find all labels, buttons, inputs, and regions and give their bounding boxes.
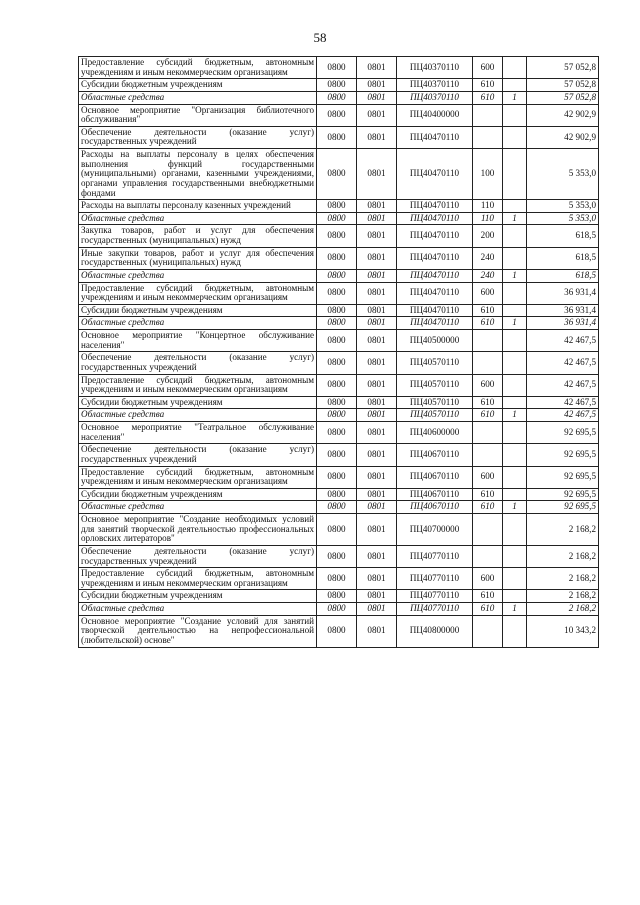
row-amount-cell: 618,5 (527, 269, 599, 282)
row-subsection-cell: 0801 (357, 317, 397, 330)
row-section-cell: 0800 (317, 568, 357, 590)
table-row (79, 444, 599, 466)
row-subsection-cell: 0801 (357, 615, 397, 647)
row-subsection-cell: 0801 (357, 396, 397, 409)
row-target-article-cell: ПЦ40670110 (397, 444, 473, 466)
row-amount-cell: 92 695,5 (527, 422, 599, 444)
row-expense-type-cell (473, 444, 503, 466)
row-name-cell: Закупка товаров, работ и услуг для обеспечения государственных (муниципальных) нужд (79, 225, 317, 247)
row-expense-type-cell (473, 615, 503, 647)
row-target-article-cell: ПЦ40470110 (397, 282, 473, 304)
row-amount-cell: 42 467,5 (527, 352, 599, 374)
row-section-cell: 0800 (317, 200, 357, 213)
row-amount-cell: 2 168,2 (527, 545, 599, 567)
row-section-cell: 0800 (317, 330, 357, 352)
row-subsection-cell: 0801 (357, 104, 397, 126)
row-amount-cell: 42 467,5 (527, 396, 599, 409)
row-target-article-cell: ПЦ40570110 (397, 409, 473, 422)
table-row (79, 488, 599, 501)
table-row (79, 590, 599, 603)
row-subsection-cell: 0801 (357, 330, 397, 352)
row-subsection-cell: 0801 (357, 57, 397, 79)
row-expense-type-cell: 610 (473, 488, 503, 501)
row-subsection-cell: 0801 (357, 466, 397, 488)
row-name-cell: Расходы на выплаты персоналу казенных учреждений (79, 200, 317, 213)
row-subsection-cell: 0801 (357, 225, 397, 247)
row-funding-source-cell (503, 104, 527, 126)
row-subsection-cell: 0801 (357, 409, 397, 422)
row-funding-source-cell (503, 422, 527, 444)
row-target-article-cell: ПЦ40800000 (397, 615, 473, 647)
table-row (79, 149, 599, 200)
row-amount-cell: 57 052,8 (527, 57, 599, 79)
table-row (79, 330, 599, 352)
row-name-cell: Субсидии бюджетным учреждениям (79, 304, 317, 317)
row-amount-cell: 92 695,5 (527, 466, 599, 488)
row-expense-type-cell (473, 352, 503, 374)
row-target-article-cell: ПЦ40470110 (397, 247, 473, 269)
table-row (79, 57, 599, 79)
row-section-cell: 0800 (317, 422, 357, 444)
row-name-cell: Обеспечение деятельности (оказание услуг) государственных учреждений (79, 444, 317, 466)
budget-table (78, 56, 599, 648)
row-expense-type-cell: 600 (473, 568, 503, 590)
row-funding-source-cell (503, 444, 527, 466)
row-name-cell: Областные средства (79, 317, 317, 330)
row-funding-source-cell: 1 (503, 317, 527, 330)
row-amount-cell: 2 168,2 (527, 514, 599, 546)
row-section-cell: 0800 (317, 545, 357, 567)
row-subsection-cell: 0801 (357, 374, 397, 396)
row-section-cell: 0800 (317, 269, 357, 282)
row-section-cell: 0800 (317, 514, 357, 546)
table-row (79, 225, 599, 247)
table-row (79, 269, 599, 282)
row-name-cell: Областные средства (79, 603, 317, 616)
row-target-article-cell: ПЦ40470110 (397, 126, 473, 148)
row-subsection-cell: 0801 (357, 545, 397, 567)
row-amount-cell: 2 168,2 (527, 603, 599, 616)
row-funding-source-cell: 1 (503, 603, 527, 616)
table-row (79, 104, 599, 126)
row-section-cell: 0800 (317, 212, 357, 225)
row-funding-source-cell (503, 352, 527, 374)
row-amount-cell: 5 353,0 (527, 212, 599, 225)
row-expense-type-cell: 610 (473, 603, 503, 616)
row-section-cell: 0800 (317, 466, 357, 488)
row-expense-type-cell: 600 (473, 282, 503, 304)
row-funding-source-cell (503, 149, 527, 200)
row-expense-type-cell: 610 (473, 79, 503, 92)
row-name-cell: Областные средства (79, 501, 317, 514)
row-funding-source-cell (503, 79, 527, 92)
table-row (79, 545, 599, 567)
row-name-cell: Расходы на выплаты персоналу в целях обеспечения выполнения функций государственными (муниципальными) органами, казенными учреждениями, органами управления государственными внебюджетными фондами (79, 149, 317, 200)
row-subsection-cell: 0801 (357, 304, 397, 317)
table-row (79, 352, 599, 374)
row-funding-source-cell (503, 126, 527, 148)
row-section-cell: 0800 (317, 409, 357, 422)
row-subsection-cell: 0801 (357, 269, 397, 282)
row-subsection-cell: 0801 (357, 488, 397, 501)
row-target-article-cell: ПЦ40600000 (397, 422, 473, 444)
row-amount-cell: 618,5 (527, 225, 599, 247)
row-funding-source-cell (503, 282, 527, 304)
row-section-cell: 0800 (317, 126, 357, 148)
row-section-cell: 0800 (317, 149, 357, 200)
row-target-article-cell: ПЦ40670110 (397, 466, 473, 488)
row-name-cell: Обеспечение деятельности (оказание услуг) государственных учреждений (79, 352, 317, 374)
table-row (79, 409, 599, 422)
row-name-cell: Субсидии бюджетным учреждениям (79, 488, 317, 501)
row-target-article-cell: ПЦ40470110 (397, 149, 473, 200)
table-row (79, 247, 599, 269)
row-expense-type-cell (473, 104, 503, 126)
row-amount-cell: 5 353,0 (527, 149, 599, 200)
row-section-cell: 0800 (317, 57, 357, 79)
row-expense-type-cell (473, 514, 503, 546)
row-funding-source-cell: 1 (503, 269, 527, 282)
row-section-cell: 0800 (317, 590, 357, 603)
row-expense-type-cell: 610 (473, 91, 503, 104)
table-row (79, 79, 599, 92)
row-target-article-cell: ПЦ40770110 (397, 590, 473, 603)
row-target-article-cell: ПЦ40500000 (397, 330, 473, 352)
row-expense-type-cell: 610 (473, 304, 503, 317)
row-amount-cell: 42 467,5 (527, 409, 599, 422)
row-section-cell: 0800 (317, 304, 357, 317)
row-subsection-cell: 0801 (357, 149, 397, 200)
row-funding-source-cell (503, 304, 527, 317)
row-name-cell: Обеспечение деятельности (оказание услуг) государственных учреждений (79, 126, 317, 148)
row-target-article-cell: ПЦ40470110 (397, 269, 473, 282)
row-amount-cell: 42 902,9 (527, 126, 599, 148)
row-section-cell: 0800 (317, 501, 357, 514)
row-name-cell: Основное мероприятие "Создание необходимых условий для занятий творческой деятельностью профессиональных орловских литераторов" (79, 514, 317, 546)
row-target-article-cell: ПЦ40570110 (397, 374, 473, 396)
row-funding-source-cell (503, 545, 527, 567)
row-subsection-cell: 0801 (357, 79, 397, 92)
table-row (79, 200, 599, 213)
row-section-cell: 0800 (317, 79, 357, 92)
row-amount-cell: 36 931,4 (527, 282, 599, 304)
row-expense-type-cell (473, 330, 503, 352)
row-funding-source-cell (503, 200, 527, 213)
row-funding-source-cell (503, 590, 527, 603)
row-target-article-cell: ПЦ40400000 (397, 104, 473, 126)
row-subsection-cell: 0801 (357, 501, 397, 514)
row-subsection-cell: 0801 (357, 247, 397, 269)
row-subsection-cell: 0801 (357, 200, 397, 213)
row-expense-type-cell: 600 (473, 466, 503, 488)
row-amount-cell: 10 343,2 (527, 615, 599, 647)
row-section-cell: 0800 (317, 603, 357, 616)
row-target-article-cell: ПЦ40470110 (397, 304, 473, 317)
row-amount-cell: 2 168,2 (527, 568, 599, 590)
row-name-cell: Областные средства (79, 212, 317, 225)
row-subsection-cell: 0801 (357, 514, 397, 546)
table-row (79, 126, 599, 148)
row-section-cell: 0800 (317, 317, 357, 330)
row-subsection-cell: 0801 (357, 91, 397, 104)
row-name-cell: Основное мероприятие "Концертное обслуживание населения" (79, 330, 317, 352)
row-name-cell: Основное мероприятие "Организация библиотечного обслуживания" (79, 104, 317, 126)
row-amount-cell: 5 353,0 (527, 200, 599, 213)
row-name-cell: Областные средства (79, 269, 317, 282)
row-section-cell: 0800 (317, 352, 357, 374)
row-expense-type-cell: 240 (473, 247, 503, 269)
row-section-cell: 0800 (317, 282, 357, 304)
row-section-cell: 0800 (317, 488, 357, 501)
row-expense-type-cell: 110 (473, 212, 503, 225)
row-section-cell: 0800 (317, 247, 357, 269)
row-target-article-cell: ПЦ40770110 (397, 568, 473, 590)
row-expense-type-cell: 610 (473, 317, 503, 330)
row-target-article-cell: ПЦ40570110 (397, 396, 473, 409)
row-funding-source-cell (503, 330, 527, 352)
row-funding-source-cell (503, 225, 527, 247)
table-row (79, 615, 599, 647)
row-funding-source-cell (503, 396, 527, 409)
row-section-cell: 0800 (317, 396, 357, 409)
row-funding-source-cell: 1 (503, 409, 527, 422)
row-expense-type-cell: 240 (473, 269, 503, 282)
row-amount-cell: 42 467,5 (527, 330, 599, 352)
row-name-cell: Основное мероприятие "Театральное обслуживание населения" (79, 422, 317, 444)
row-amount-cell: 36 931,4 (527, 317, 599, 330)
row-expense-type-cell: 610 (473, 396, 503, 409)
row-funding-source-cell (503, 615, 527, 647)
row-target-article-cell: ПЦ40770110 (397, 545, 473, 567)
row-funding-source-cell (503, 514, 527, 546)
table-row (79, 603, 599, 616)
row-expense-type-cell: 600 (473, 374, 503, 396)
row-amount-cell: 57 052,8 (527, 79, 599, 92)
row-target-article-cell: ПЦ40470110 (397, 212, 473, 225)
table-row (79, 317, 599, 330)
row-funding-source-cell (503, 488, 527, 501)
row-amount-cell: 36 931,4 (527, 304, 599, 317)
row-subsection-cell: 0801 (357, 590, 397, 603)
row-section-cell: 0800 (317, 225, 357, 247)
row-expense-type-cell (473, 126, 503, 148)
row-target-article-cell: ПЦ40370110 (397, 91, 473, 104)
row-funding-source-cell (503, 247, 527, 269)
row-amount-cell: 92 695,5 (527, 501, 599, 514)
row-name-cell: Предоставление субсидий бюджетным, автономным учреждениям и иным некоммерческим организациям (79, 282, 317, 304)
row-subsection-cell: 0801 (357, 282, 397, 304)
row-target-article-cell: ПЦ40370110 (397, 79, 473, 92)
row-funding-source-cell (503, 57, 527, 79)
row-funding-source-cell (503, 568, 527, 590)
row-name-cell: Субсидии бюджетным учреждениям (79, 79, 317, 92)
row-funding-source-cell (503, 374, 527, 396)
row-target-article-cell: ПЦ40470110 (397, 200, 473, 213)
row-section-cell: 0800 (317, 615, 357, 647)
row-funding-source-cell (503, 466, 527, 488)
row-expense-type-cell: 610 (473, 590, 503, 603)
row-subsection-cell: 0801 (357, 568, 397, 590)
row-name-cell: Предоставление субсидий бюджетным, автономным учреждениям и иным некоммерческим организациям (79, 568, 317, 590)
table-row (79, 568, 599, 590)
row-name-cell: Областные средства (79, 409, 317, 422)
row-name-cell: Субсидии бюджетным учреждениям (79, 590, 317, 603)
row-target-article-cell: ПЦ40470110 (397, 317, 473, 330)
row-amount-cell: 618,5 (527, 247, 599, 269)
row-subsection-cell: 0801 (357, 352, 397, 374)
table-row (79, 501, 599, 514)
row-amount-cell: 2 168,2 (527, 590, 599, 603)
row-name-cell: Основное мероприятие "Создание условий для занятий творческой деятельностью на непрофессиональной (любительской) основе" (79, 615, 317, 647)
row-expense-type-cell: 110 (473, 200, 503, 213)
row-subsection-cell: 0801 (357, 212, 397, 225)
row-expense-type-cell: 200 (473, 225, 503, 247)
table-row (79, 422, 599, 444)
row-target-article-cell: ПЦ40370110 (397, 57, 473, 79)
budget-table-body (79, 57, 599, 648)
row-subsection-cell: 0801 (357, 422, 397, 444)
row-amount-cell: 57 052,8 (527, 91, 599, 104)
row-target-article-cell: ПЦ40700000 (397, 514, 473, 546)
row-target-article-cell: ПЦ40770110 (397, 603, 473, 616)
row-target-article-cell: ПЦ40670110 (397, 501, 473, 514)
page-number: 58 (313, 30, 327, 45)
row-subsection-cell: 0801 (357, 444, 397, 466)
row-amount-cell: 92 695,5 (527, 444, 599, 466)
row-expense-type-cell: 610 (473, 501, 503, 514)
row-amount-cell: 42 467,5 (527, 374, 599, 396)
table-row (79, 396, 599, 409)
row-name-cell: Предоставление субсидий бюджетным, автономным учреждениям и иным некоммерческим организациям (79, 466, 317, 488)
table-row (79, 374, 599, 396)
row-section-cell: 0800 (317, 104, 357, 126)
row-name-cell: Иные закупки товаров, работ и услуг для обеспечения государственных (муниципальных) нужд (79, 247, 317, 269)
row-subsection-cell: 0801 (357, 603, 397, 616)
table-row (79, 91, 599, 104)
row-expense-type-cell (473, 545, 503, 567)
table-row (79, 466, 599, 488)
row-target-article-cell: ПЦ40670110 (397, 488, 473, 501)
row-subsection-cell: 0801 (357, 126, 397, 148)
row-name-cell: Предоставление субсидий бюджетным, автономным учреждениям и иным некоммерческим организациям (79, 374, 317, 396)
row-name-cell: Предоставление субсидий бюджетным, автономным учреждениям и иным некоммерческим организациям (79, 57, 317, 79)
row-section-cell: 0800 (317, 91, 357, 104)
row-expense-type-cell: 600 (473, 57, 503, 79)
row-target-article-cell: ПЦ40570110 (397, 352, 473, 374)
row-amount-cell: 42 902,9 (527, 104, 599, 126)
row-funding-source-cell: 1 (503, 91, 527, 104)
row-name-cell: Обеспечение деятельности (оказание услуг) государственных учреждений (79, 545, 317, 567)
row-name-cell: Областные средства (79, 91, 317, 104)
row-expense-type-cell: 100 (473, 149, 503, 200)
row-funding-source-cell: 1 (503, 501, 527, 514)
row-expense-type-cell (473, 422, 503, 444)
row-section-cell: 0800 (317, 374, 357, 396)
row-funding-source-cell: 1 (503, 212, 527, 225)
row-section-cell: 0800 (317, 444, 357, 466)
row-expense-type-cell: 610 (473, 409, 503, 422)
row-name-cell: Субсидии бюджетным учреждениям (79, 396, 317, 409)
row-amount-cell: 92 695,5 (527, 488, 599, 501)
table-row (79, 514, 599, 546)
table-row (79, 304, 599, 317)
row-target-article-cell: ПЦ40470110 (397, 225, 473, 247)
table-row (79, 212, 599, 225)
table-row (79, 282, 599, 304)
